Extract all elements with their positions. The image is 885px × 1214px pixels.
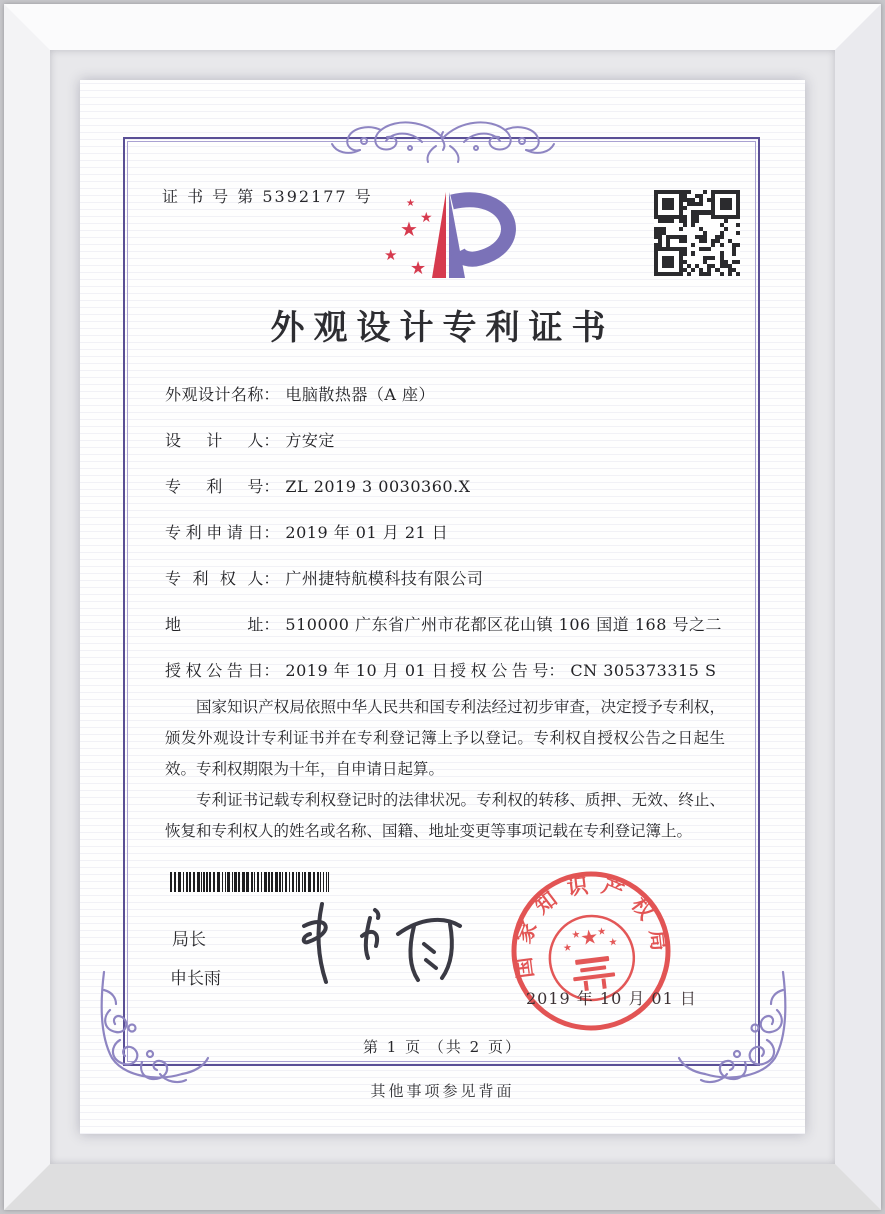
certificate-body-text [165, 692, 725, 847]
svg-text:★: ★ [420, 210, 433, 226]
barcode-icon [170, 872, 362, 892]
qr-code-icon [654, 190, 740, 276]
field-designer: 设 计 人： 方安定 [165, 431, 335, 450]
field-label: 授权公告日 [165, 661, 264, 680]
certificate-number: 证 书 号 第 5392177 号 [162, 187, 373, 206]
seal-arc-text: 国家知识产权局 [509, 872, 673, 980]
field-label: 专 利 号 [165, 477, 264, 496]
svg-text:★: ★ [578, 924, 600, 951]
field-label: 地 址 [165, 615, 264, 634]
handwritten-signature-icon [278, 892, 473, 990]
field-value: 2019 年 01 月 21 日 [285, 523, 449, 542]
field-label: 专利申请日 [165, 523, 264, 542]
body-paragraph-2: 专利证书记载专利权登记时的法律状况。专利权的转移、质押、无效、终止、恢复和专利权人的姓名或名称、国籍、地址变更等事项记载在专利登记簿上。 [165, 791, 725, 840]
field-grant-number: 授权公告号： CN 305373315 S [450, 661, 717, 680]
field-patentee: 专 利 权 人： 广州捷特航模科技有限公司 [165, 569, 484, 588]
field-label: 授权公告号 [450, 661, 549, 680]
svg-text:★: ★ [400, 217, 418, 241]
svg-text:★: ★ [562, 942, 573, 955]
field-label: 专 利 权 人 [165, 569, 264, 588]
signer-title: 局长 [172, 930, 206, 950]
signer-name: 申长雨 [170, 969, 221, 989]
field-value: 广州捷特航模科技有限公司 [285, 569, 484, 588]
svg-text:★: ★ [384, 246, 398, 264]
field-label: 外观设计名称 [165, 385, 264, 404]
field-value: 方安定 [285, 431, 335, 450]
svg-text:★: ★ [608, 936, 619, 949]
svg-text:★: ★ [596, 926, 607, 939]
field-grant-row: 授权公告日： 2019 年 10 月 01 日 授权公告号： CN 305373315 S [165, 661, 717, 680]
seal-date: 2019 年 10 月 01 日 [526, 989, 697, 1008]
cnipa-logo-icon [362, 178, 532, 288]
page-indicator: 第 1 页 （共 2 页） [363, 1038, 522, 1056]
field-design-name: 外观设计名称： 电脑散热器（A 座） [165, 385, 436, 404]
certificate-title: 外观设计专利证书 [270, 308, 615, 348]
back-note: 其他事项参见背面 [370, 1082, 515, 1100]
field-address: 地 址： 510000 广东省广州市花都区花山镇 106 国道 168 号之二 [165, 615, 722, 634]
svg-text:★: ★ [406, 198, 415, 209]
field-value: 510000 广东省广州市花都区花山镇 106 国道 168 号之二 [285, 615, 722, 634]
field-patent-number: 专 利 号： ZL 2019 3 0030360.X [165, 477, 471, 496]
certificate-fields [165, 384, 747, 706]
svg-text:★: ★ [410, 258, 427, 279]
field-value: ZL 2019 3 0030360.X [285, 477, 471, 496]
svg-text:★: ★ [570, 929, 582, 942]
field-label: 设 计 人 [165, 431, 264, 450]
grant-date-value: 2019 年 10 月 01 日 [285, 661, 449, 680]
field-value: 电脑散热器（A 座） [285, 385, 436, 404]
body-paragraph-1: 国家知识产权局依照中华人民共和国专利法经过初步审查，决定授予专利权，颁发外观设计专利证书并在专利登记簿上予以登记。专利权自授权公告之日起生效。专利权期限为十年，自申请日起算。 [165, 698, 725, 778]
grant-number-value: CN 305373315 S [570, 661, 717, 680]
field-filing-date: 专利申请日： 2019 年 01 月 21 日 [165, 523, 449, 542]
certificate-paper [80, 80, 805, 1134]
cnipa-official-seal-icon [499, 859, 684, 1044]
